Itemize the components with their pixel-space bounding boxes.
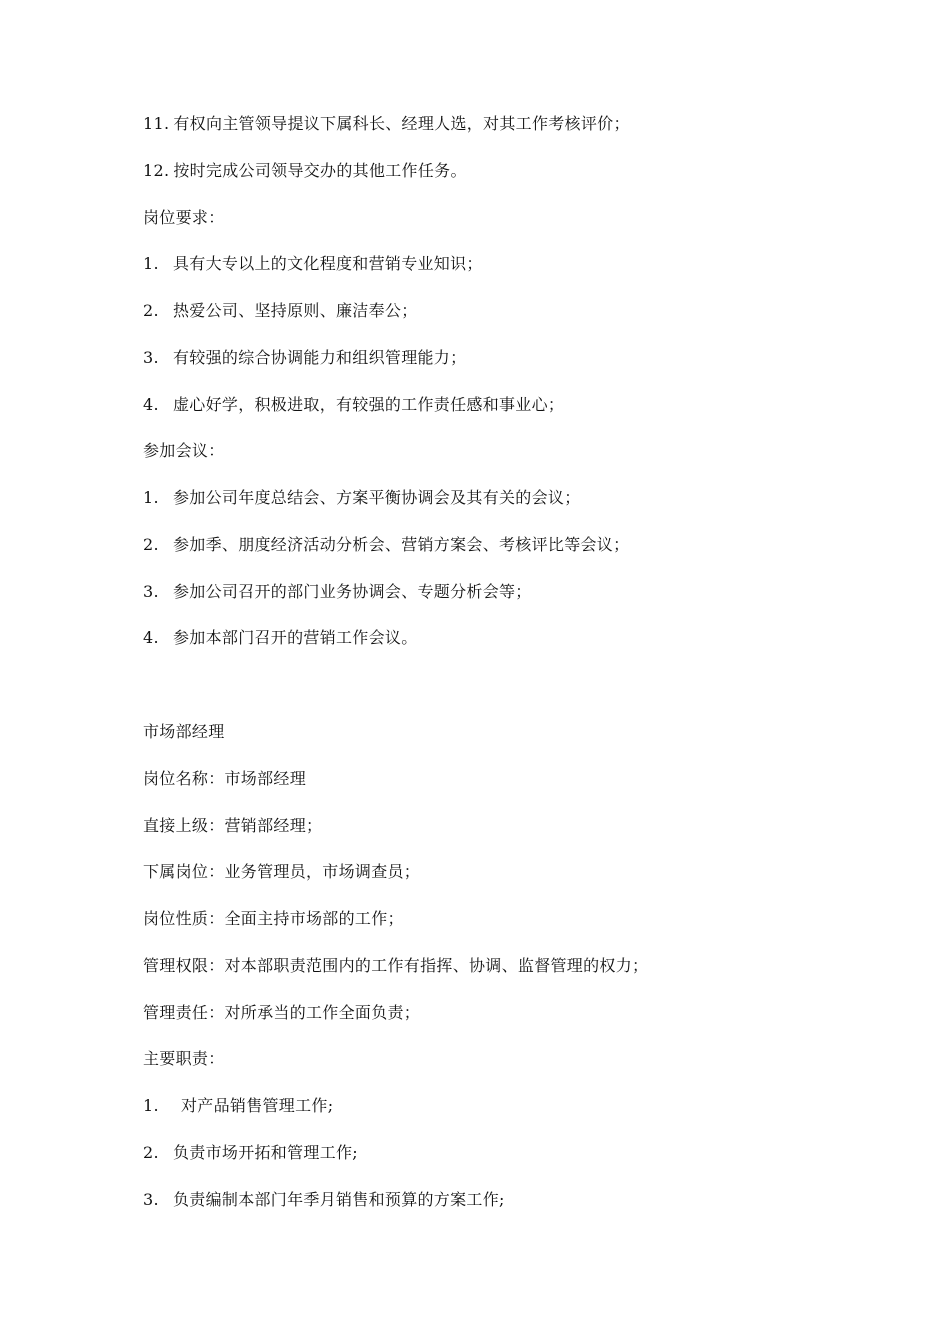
item-number: 4. <box>143 628 159 647</box>
duty-item-12 <box>143 161 467 181</box>
heading-text: 主要职责： <box>143 1049 225 1068</box>
requirement-item-4 <box>143 395 564 415</box>
main-duty-item-1 <box>143 1096 333 1116</box>
item-text: 负责市场开拓和管理工作; <box>173 1143 358 1162</box>
field-management-authority <box>143 956 648 976</box>
main-duty-item-3 <box>143 1190 505 1210</box>
item-text: 有较强的综合协调能力和组织管理能力； <box>173 348 467 367</box>
field-text: 岗位性质：全面主持市场部的工作； <box>143 909 404 928</box>
item-number: 1. <box>143 488 159 507</box>
item-text: 对产品销售管理工作; <box>181 1096 334 1115</box>
field-position-nature <box>143 909 404 929</box>
field-management-responsibility <box>143 1003 420 1023</box>
requirement-item-2 <box>143 301 418 321</box>
duty-item-11 <box>143 114 630 134</box>
field-text: 岗位名称：市场部经理 <box>143 769 307 788</box>
item-text: 参加公司召开的部门业务协调会、专题分析会等； <box>173 582 532 601</box>
item-text: 虚心好学，积极进取，有较强的工作责任感和事业心； <box>173 395 565 414</box>
item-text: 参加公司年度总结会、方案平衡协调会及其有关的会议； <box>173 488 581 507</box>
field-text: 下属岗位：业务管理员，市场调查员； <box>143 862 421 881</box>
item-number: 3. <box>143 1190 159 1209</box>
item-text: 有权向主管领导提议下属科长、经理人选，对其工作考核评价； <box>173 114 630 133</box>
heading-text: 岗位要求： <box>143 208 225 227</box>
item-text: 按时完成公司领导交办的其他工作任务。 <box>173 161 467 180</box>
requirement-item-3 <box>143 348 466 368</box>
item-number: 3. <box>143 348 159 367</box>
item-text: 热爱公司、坚持原则、廉洁奉公； <box>173 301 418 320</box>
item-text: 参加本部门召开的营销工作会议。 <box>173 628 418 647</box>
section-heading-requirements <box>143 208 225 228</box>
meeting-item-1 <box>143 488 581 508</box>
item-text: 参加季、朋度经济活动分析会、营销方案会、考核评比等会议； <box>173 535 630 554</box>
field-text: 管理责任：对所承当的工作全面负责； <box>143 1003 421 1022</box>
meeting-item-3 <box>143 582 532 602</box>
field-subordinate-positions <box>143 862 420 882</box>
item-number: 2. <box>143 301 159 320</box>
field-text: 管理权限：对本部职责范围内的工作有指挥、协调、监督管理的权力； <box>143 956 649 975</box>
section-heading-main-duties <box>143 1049 225 1069</box>
item-number: 3. <box>143 582 159 601</box>
field-direct-superior <box>143 816 322 836</box>
item-text: 负责编制本部门年季月销售和预算的方案工作; <box>173 1190 505 1209</box>
field-text: 直接上级：营销部经理； <box>143 816 323 835</box>
section-title-market-manager <box>143 722 225 742</box>
meeting-item-2 <box>143 535 629 555</box>
item-text: 具有大专以上的文化程度和营销专业知识； <box>173 254 483 273</box>
item-number: 1. <box>143 1096 159 1115</box>
meeting-item-4 <box>143 628 418 648</box>
item-number: 2. <box>143 1143 159 1162</box>
field-position-name <box>143 769 306 789</box>
title-text: 市场部经理 <box>143 722 225 741</box>
requirement-item-1 <box>143 254 483 274</box>
item-number: 2. <box>143 535 159 554</box>
heading-text: 参加会议： <box>143 441 225 460</box>
main-duty-item-2 <box>143 1143 358 1163</box>
item-number: 12. <box>143 161 170 180</box>
item-number: 1. <box>143 254 159 273</box>
section-heading-meetings <box>143 441 225 461</box>
item-number: 4. <box>143 395 159 414</box>
item-number: 11. <box>143 114 170 133</box>
